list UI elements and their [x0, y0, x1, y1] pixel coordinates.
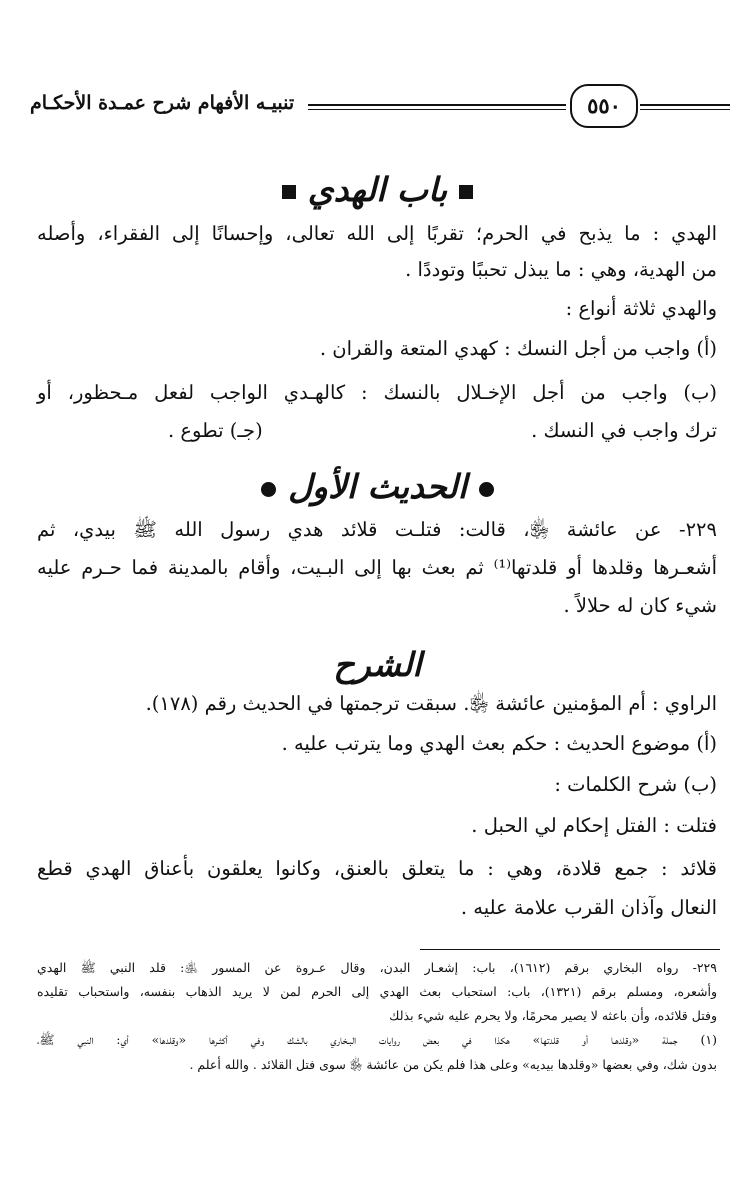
- footnote-line: (١) جملة «وقلدهـا أو قلدتها» هكذا في بعض روايات البـخاري بالشك وفي أكثـرها «وقلدها» أي: النبي ﷺ،: [37, 1032, 717, 1047]
- text-line: والهدي ثلاثة أنواع :: [565, 297, 717, 320]
- hadith-heading: [0, 467, 755, 506]
- footnote-line: وفتل قلائده، وأن باعثه لا يصير محرمًا، ولا يحرم عليه شيء بذلك: [389, 1008, 717, 1023]
- commentary-line: الراوي : أم المؤمنين عائشة ﵂. سبقت ترجمتها في الحديث رقم (١٧٨).: [145, 692, 717, 715]
- text-line: (أ) واجب من أجل النسك : كهدي المتعة والقران .: [319, 337, 717, 360]
- commentary-heading: الشرح: [333, 645, 422, 684]
- hadith-line: ٢٢٩- عن عائشة ﵂، قالت: فتلـت قلائد هدي رسول الله ﷺ بيدي، ثم: [37, 518, 717, 541]
- square-bullet-icon: [459, 185, 473, 199]
- footnote-line: ٢٢٩- رواه البخاري برقم (١٦١٢)، باب: إشعـار البدن، وقال عـروة عن المسور ﵁: قلد النبي ﷺ الهدي: [37, 960, 717, 975]
- commentary-line: فتلت : الفتل إحكام لي الحبل .: [471, 814, 717, 837]
- text-line: من الهدية، وهي : ما يبذل تحببًا وتوددًا .: [405, 258, 717, 281]
- text-line: الهدي : ما يذبح في الحرم؛ تقربًا إلى الله تعالى، وإحسانًا إلى الفقراء، وأصله: [37, 222, 717, 245]
- text-line: (جـ) تطوع .: [168, 419, 263, 442]
- section-title-text: باب الهدي: [307, 170, 448, 209]
- footnote-line: بدون شك، وفي بعضها «وقلدها بيديه» وعلى هذا فلم يكن من عائشة ﵂ سوى فتل القلائد . والله أعلم .: [189, 1057, 717, 1072]
- square-bullet-icon: [282, 185, 296, 199]
- page-header: [30, 82, 730, 132]
- hadith-heading-text: الحديث الأول: [288, 467, 467, 506]
- commentary-line: النعال وآذان القرب علامة عليه .: [460, 896, 717, 919]
- commentary-line: قلائد : جمع قلادة، وهي : ما يتعلق بالعنق، وكانوا يعلقون بأعناق الهدي قطع: [37, 857, 717, 880]
- header-rule: [640, 104, 730, 110]
- circle-bullet-icon: [479, 482, 494, 497]
- text-line: (ب) واجب من أجل الإخـلال بالنسك : كالهـدي الواجب لفعل مـحظور، أو: [37, 381, 717, 404]
- commentary-line: (ب) شرح الكلمات :: [554, 773, 717, 796]
- text-line: ترك واجب في النسك .: [531, 419, 717, 442]
- hadith-line: أشعـرها وقلدها أو قلدتها⁽¹⁾ ثم بعث بها إلى البـيت، وأقام بالمدينة فما حـرم عليه: [37, 556, 717, 579]
- footnote-divider: [420, 949, 720, 950]
- commentary-line: (أ) موضوع الحديث : حكم بعث الهدي وما يترتب عليه .: [281, 732, 717, 755]
- book-title: تنبيـه الأفهام شرح عمـدة الأحكـام: [30, 92, 295, 114]
- hadith-line: شيء كان له حلالاً .: [563, 594, 717, 617]
- header-rule: [308, 104, 566, 110]
- page-number: ٥٥٠: [570, 84, 638, 128]
- section-title: [0, 170, 755, 209]
- circle-bullet-icon: [261, 482, 276, 497]
- footnote-line: وأشعره، ومسلم برقم (١٣٢١)، باب: استحباب بعث الهدي إلى الحرم لمن لا يريد الذهاب بنفسه، واستحباب تقليده: [37, 984, 717, 999]
